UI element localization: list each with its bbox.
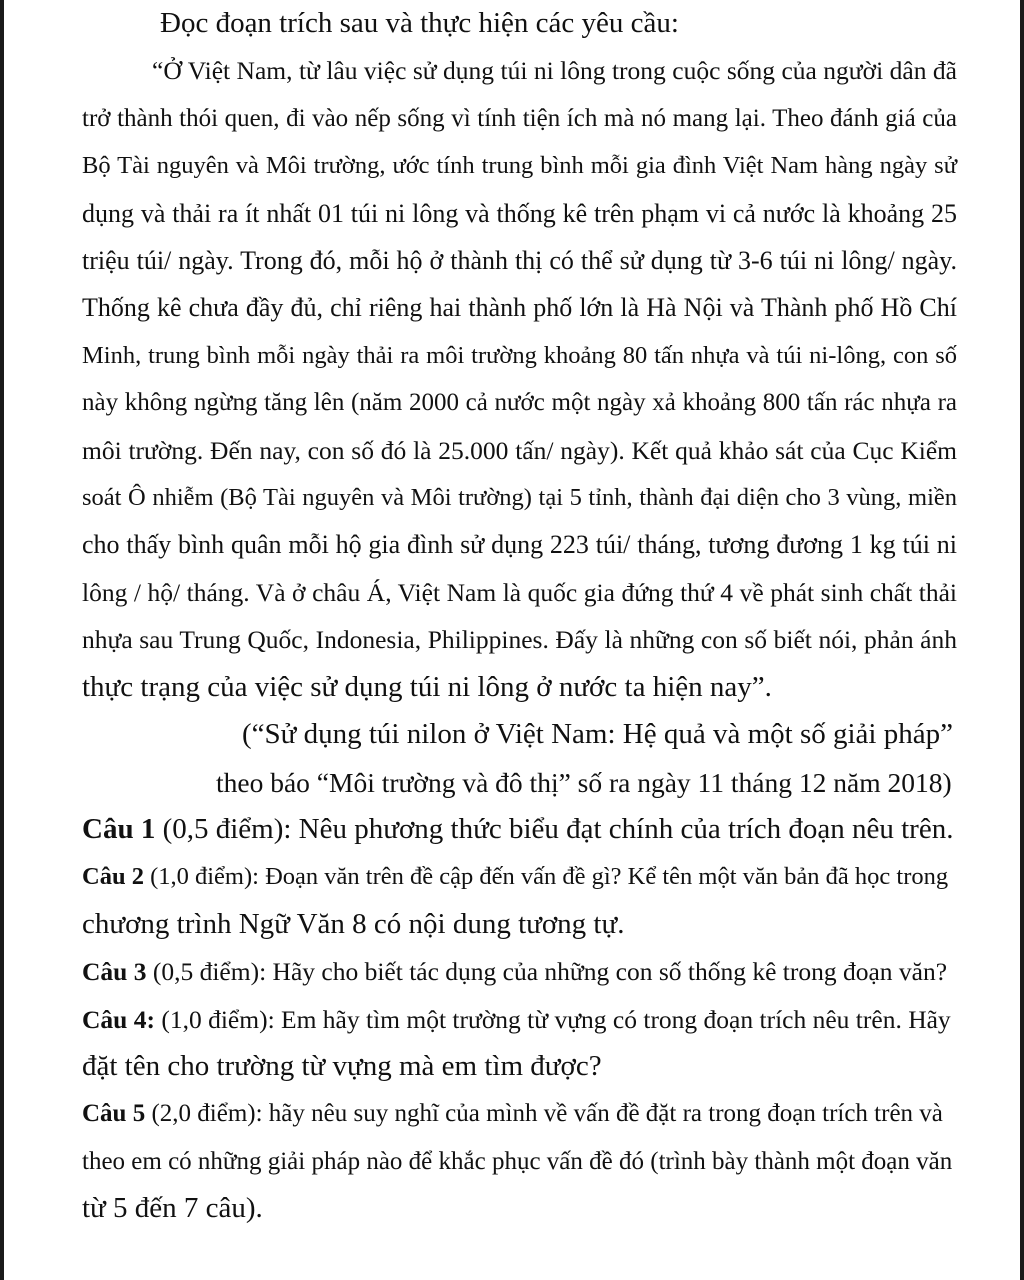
question-text: (0,5 điểm): Nêu phương thức biểu đạt chính của trích đoạn nêu trên. [155, 812, 954, 845]
left-border [0, 0, 4, 1280]
question-label: Câu 1 [82, 812, 156, 845]
passage-line: dụng và thải ra ít nhất 01 túi ni lông và thống kê trên phạm vi cả nước là khoảng 25 [82, 198, 957, 228]
instruction-text: Đọc đoạn trích sau và thực hiện các yêu cầu: [160, 7, 679, 39]
question-2 [82, 853, 957, 900]
passage-line: này không ngừng tăng lên (năm 2000 cả nước một ngày xả khoảng 800 tấn rác nhựa ra [82, 389, 957, 417]
passage-line: “Ở Việt Nam, từ lâu việc sử dụng túi ni lông trong cuộc sống của người dân đã [152, 56, 957, 86]
question-2-continued: chương trình Ngữ Văn 8 có nội dung tương tự. [82, 907, 625, 940]
question-text: (2,0 điểm): hãy nêu suy nghĩ của mình về vấn đề đặt ra trong đoạn trích trên và [145, 1100, 943, 1128]
passage-line: nhựa sau Trung Quốc, Indonesia, Philippines. Đấy là những con số biết nói, phản ánh [82, 625, 957, 655]
question-label: Câu 3 [82, 957, 147, 987]
question-4-continued: đặt tên cho trường từ vựng mà em tìm được? [82, 1049, 602, 1082]
right-border [1020, 0, 1024, 1280]
question-text: (0,5 điểm): Hãy cho biết tác dụng của những con số thống kê trong đoạn văn? [146, 957, 948, 987]
question-5-continued: từ 5 đến 7 câu). [82, 1192, 263, 1225]
question-5-continued: theo em có những giải pháp nào để khắc phục vấn đề đó (trình bày thành một đoạn văn [82, 1147, 953, 1175]
citation-line: (“Sử dụng túi nilon ở Việt Nam: Hệ quả và một số giải pháp” [242, 718, 953, 751]
passage-line: Bộ Tài nguyên và Môi trường, ước tính trung bình mỗi gia đình Việt Nam hàng ngày sử [82, 152, 957, 180]
passage-line: Thống kê chưa đầy đủ, chỉ riêng hai thành phố lớn là Hà Nội và Thành phố Hồ Chí [82, 293, 957, 323]
question-text: (1,0 điểm): Em hãy tìm một trường từ vựng có trong đoạn trích nêu trên. Hãy [154, 1004, 951, 1034]
question-3 [82, 948, 957, 995]
question-4 [82, 996, 957, 1043]
passage-line: cho thấy bình quân mỗi hộ gia đình sử dụng 223 túi/ tháng, tương đương 1 kg túi ni [82, 530, 957, 560]
question-text: (1,0 điểm): Đoạn văn trên đề cập đến vấn đề gì? Kể tên một văn bản đã học trong [143, 863, 949, 891]
passage [82, 47, 957, 711]
instruction-line [82, 0, 957, 47]
citation-line: theo báo “Môi trường và đô thị” số ra ngày 11 tháng 12 năm 2018) [216, 766, 952, 798]
document-page [82, 0, 957, 1233]
passage-line: thực trạng của việc sử dụng túi ni lông ở nước ta hiện nay”. [82, 670, 772, 703]
question-label: Câu 4: [82, 1004, 155, 1034]
passage-line: soát Ô nhiễm (Bộ Tài nguyên và Môi trường) tại 5 tỉnh, thành đại diện cho 3 vùng, miền [82, 484, 957, 512]
question-label: Câu 2 [82, 863, 144, 891]
passage-line: trở thành thói quen, đi vào nếp sống vì tính tiện ích mà nó mang lại. Theo đánh giá của [82, 104, 957, 132]
passage-line: lông / hộ/ tháng. Và ở châu Á, Việt Nam là quốc gia đứng thứ 4 về phát sinh chất thải [82, 577, 957, 607]
question-1 [82, 806, 957, 853]
question-label: Câu 5 [82, 1100, 146, 1128]
passage-line: môi trường. Đến nay, con số đó là 25.000 tấn/ ngày). Kết quả khảo sát của Cục Kiểm [82, 435, 957, 465]
passage-line: triệu túi/ ngày. Trong đó, mỗi hộ ở thành thị có thể sử dụng từ 3-6 túi ni lông/ ngày. [82, 246, 957, 276]
passage-line: Minh, trung bình mỗi ngày thải ra môi trường khoảng 80 tấn nhựa và túi ni-lông, con số [82, 341, 957, 369]
question-5 [82, 1090, 957, 1137]
